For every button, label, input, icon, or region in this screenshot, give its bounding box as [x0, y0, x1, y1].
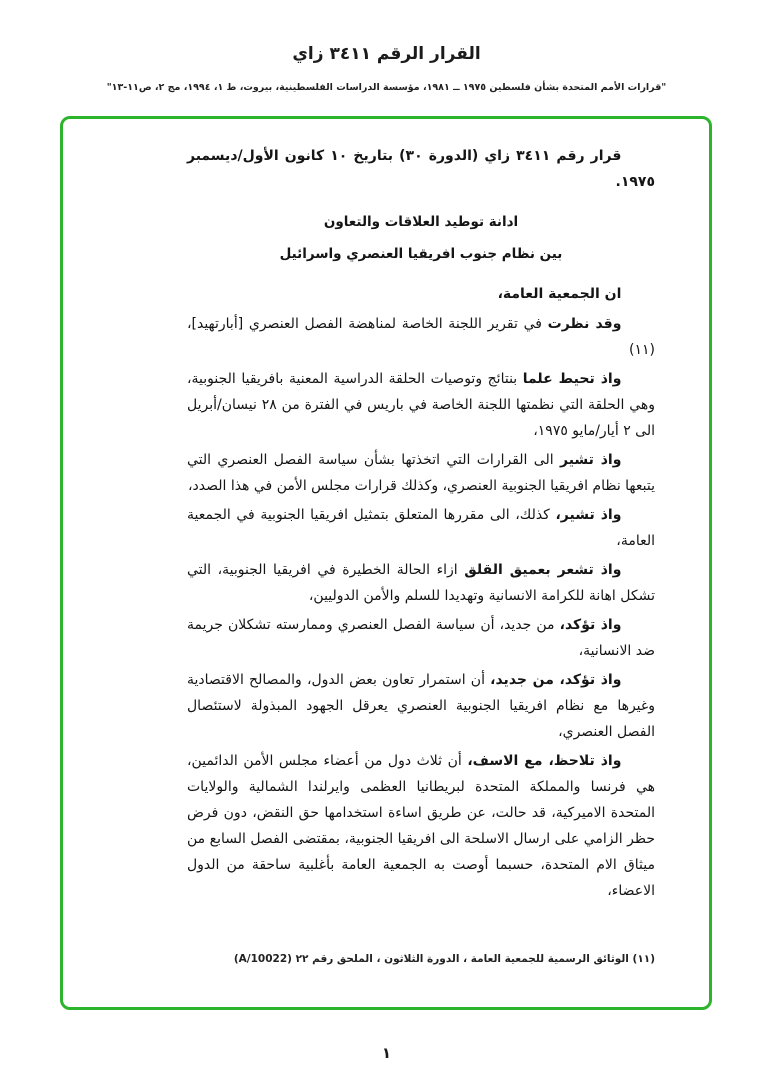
paragraph-lead: واذ تحيط علما: [522, 371, 622, 387]
document-body: [187, 143, 655, 907]
footnote: (١١) الوثائق الرسمية للجمعية العامة ، الدورة الثلاثون ، الملحق رقم ٢٢ (A/10022): [233, 953, 655, 965]
resolution-subtitle-line2: بين نظام جنوب افريقيا العنصري واسرائيل: [279, 246, 563, 262]
paragraph-lead: واذ تؤكد، من جديد،: [490, 672, 622, 688]
highlight-border-box: [60, 116, 712, 1010]
resolution-opening: قرار رقم ٣٤١١ زاي (الدورة ٣٠) بتاريخ ١٠ كانون الأول/ديسمبر ١٩٧٥.: [187, 148, 655, 190]
paragraph: [187, 612, 655, 664]
paragraph-text: ازاء الحالة الخطيرة في افريقيا الجنوبية، التي تشكل اهانة للكرامة الانسانية وتهديدا للسلم والأمن الدوليين،: [187, 562, 655, 604]
paragraph: [187, 366, 655, 444]
paragraph-text: من جديد، أن سياسة الفصل العنصري وممارسته تشكلان جريمة ضد الانسانية،: [187, 617, 655, 659]
paragraph-lead: وقد نظرت: [547, 316, 622, 332]
paragraph-lead: واذ تلاحظ، مع الاسف،: [467, 753, 622, 769]
paragraph-text: أن ثلاث دول من أعضاء مجلس الأمن الدائمين، هي فرنسا والمملكة المتحدة لبريطانيا العظمى وايرلندا الشمالية والولايات المتحدة الاميركية، قد حالت، عن طريق اساءة استخدامها حق النقض، دون فرض حظر الزامي على ارسال الاسلحة الى افريقيا الجنوبية، بمقتضى الفصل السابع من ميثاق الام المتحدة، حسبما أوصت به الجمعية العامة بأغلبية ساحقة من الدول الاعضاء،: [187, 753, 655, 899]
paragraph: [187, 748, 655, 904]
paragraph: [187, 447, 655, 499]
page-title: القرار الرقم ٣٤١١ زاي: [292, 44, 481, 64]
paragraph-lead: واذ تشعر بعميق القلق: [464, 562, 622, 578]
paragraph-text: الى القرارات التي اتخذتها بشأن سياسة الفصل العنصري التي يتبعها نظام افريقيا الجنوبية العنصري، وكذلك قرارات مجلس الأمن في هذا الصدد،: [187, 452, 655, 494]
paragraph-text: أن استمرار تعاون بعض الدول، والمصالح الاقتصادية وغيرها مع نظام افريقيا الجنوبية العنصري يعرقل الجهود المبذولة لاستئصال الفصل العنصري،: [187, 672, 655, 740]
salutation: ان الجمعية العامة،: [497, 286, 622, 302]
paragraph: [187, 557, 655, 609]
paragraph-lead: واذ تؤكد،: [559, 617, 622, 633]
paragraph-text: في تقرير اللجنة الخاصة لمناهضة الفصل العنصري [أبارتهيد]،(١١): [187, 316, 655, 358]
paragraph-lead: واذ تشير،: [555, 507, 622, 523]
page-number: ١: [381, 1044, 392, 1062]
paragraph-lead: واذ تشير: [560, 452, 622, 468]
paragraph: [187, 311, 655, 363]
paragraph-text: كذلك، الى مقررها المتعلق بتمثيل افريقيا الجنوبية في الجمعية العامة،: [187, 507, 655, 549]
paragraph: [187, 502, 655, 554]
citation-line: "قرارات الأمم المتحدة بشأن فلسطين ١٩٧٥ ــ ١٩٨١، مؤسسة الدراسات الفلسطينية، بيروت، ط ١، ١٩٩٤، مج ٢، ص١١-١٣": [106, 82, 667, 93]
paragraph: [187, 667, 655, 745]
resolution-subtitle-line1: ادانة توطيد العلاقات والتعاون: [323, 214, 519, 230]
paragraph-text: بنتائج وتوصيات الحلقة الدراسية المعنية بافريقيا الجنوبية، وهي الحلقة التي نظمتها اللجنة الخاصة في باريس في الفترة من ٢٨ نيسان/أبريل الى ٢ أيار/مايو ١٩٧٥،: [187, 371, 656, 439]
